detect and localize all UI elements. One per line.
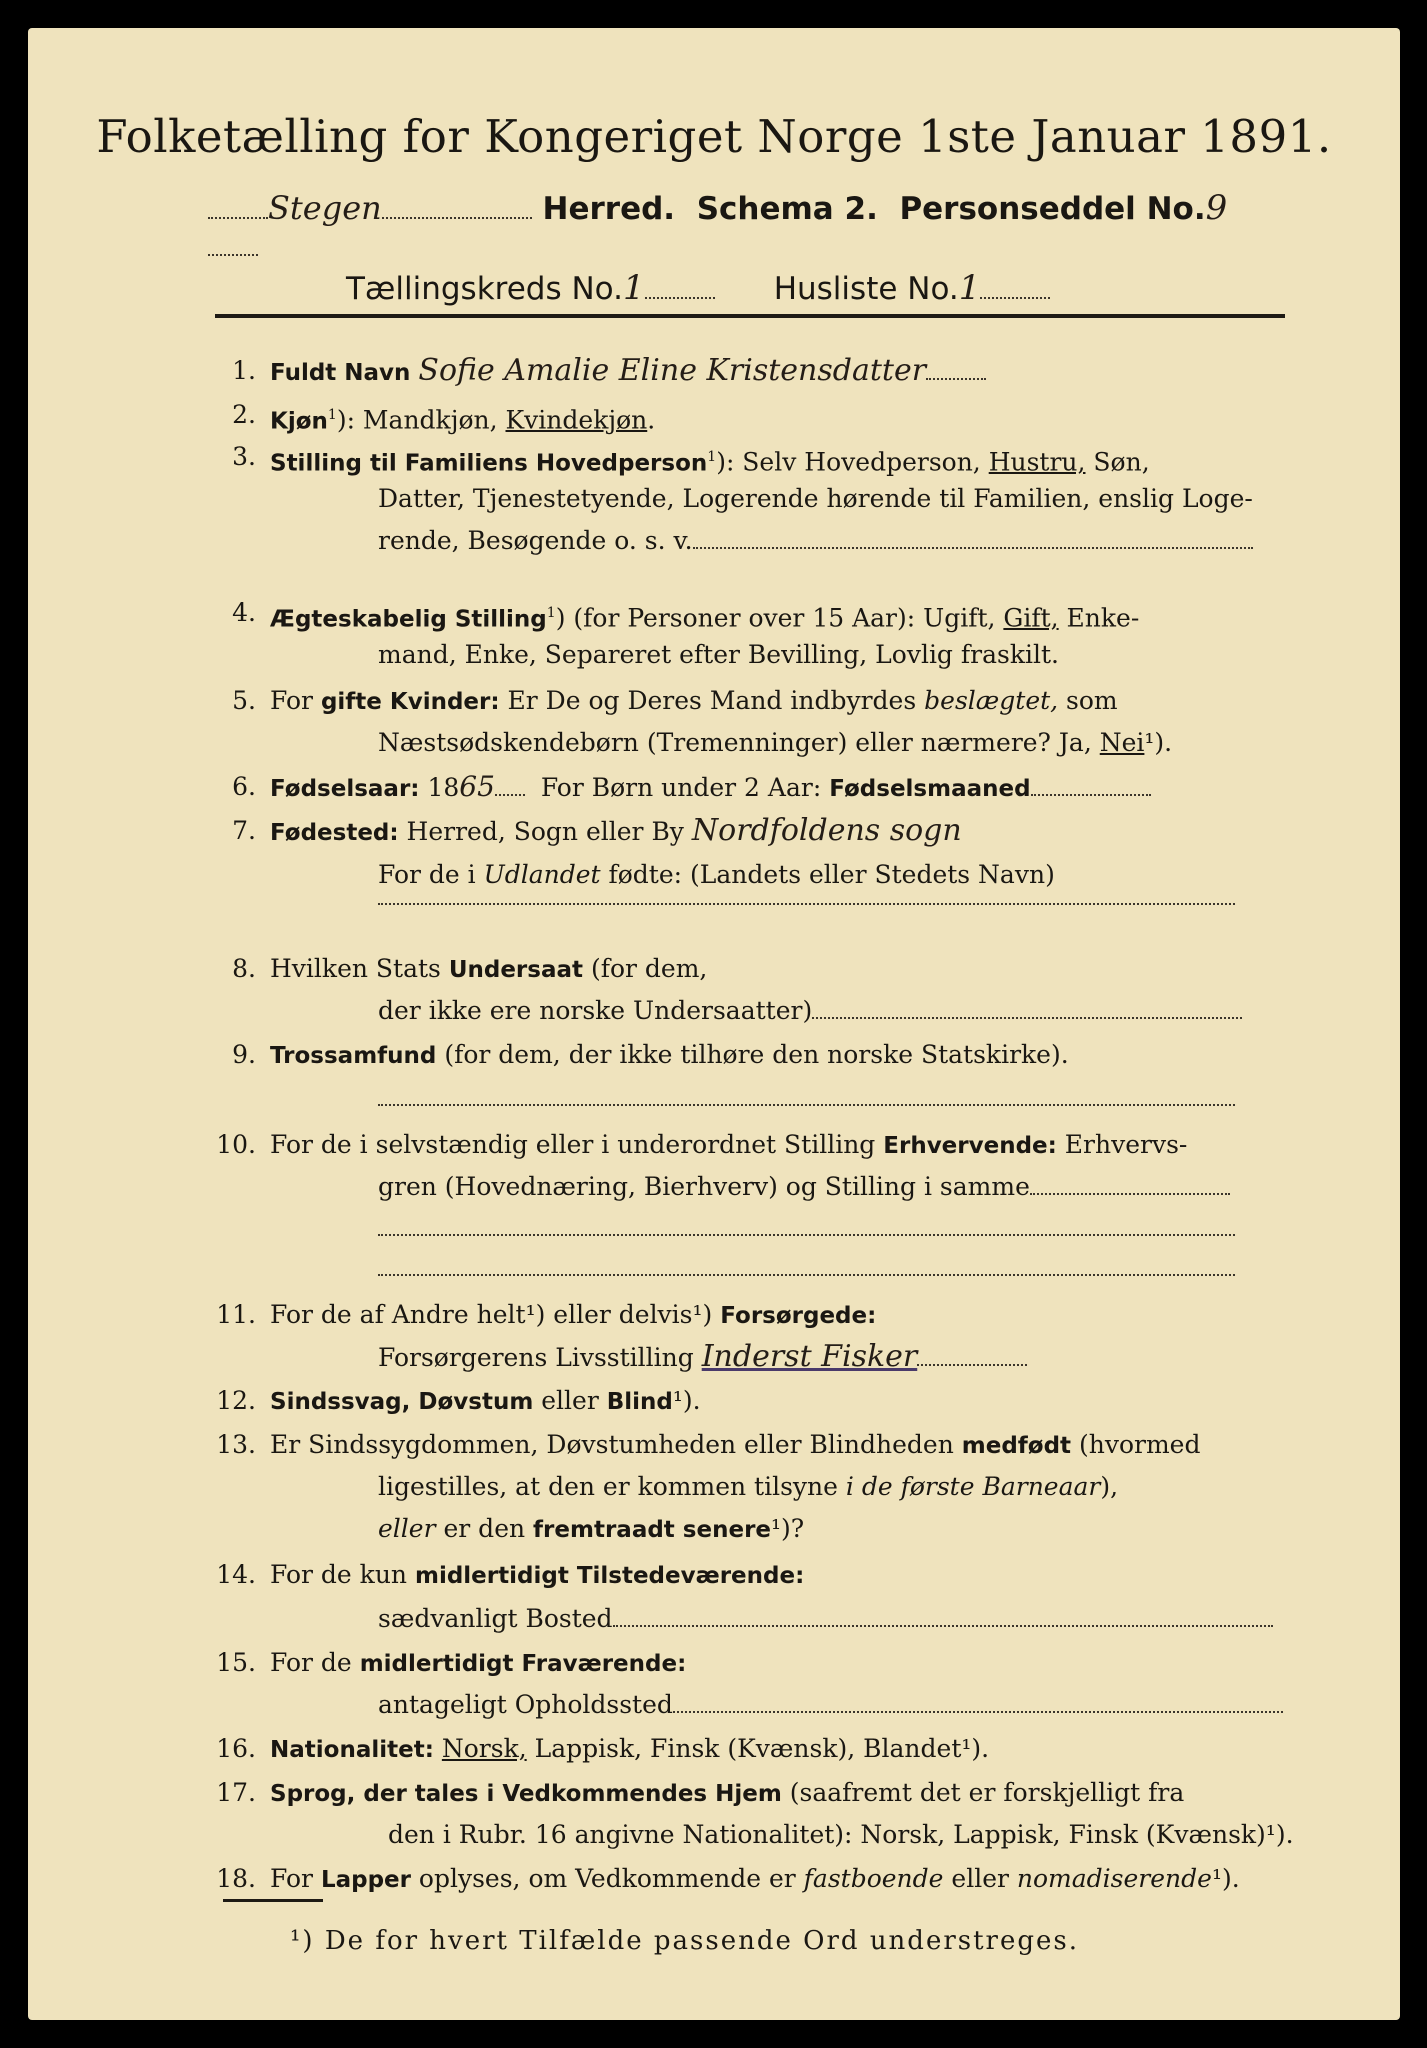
field-italic: eller [378, 1514, 436, 1543]
field-text: For [270, 686, 321, 715]
field-text: oplyses, om Vedkommende er [410, 1864, 804, 1893]
field-text: (for dem, der ikke tilhøre den norske Statskirke). [436, 1040, 1069, 1069]
field-number: 15. [216, 1648, 256, 1677]
field-text: For [270, 1864, 321, 1893]
footnote-mark: 1 [546, 605, 556, 621]
field-number: 14. [216, 1560, 256, 1589]
header-rule [215, 314, 1285, 318]
field-label: midlertidigt Tilstedeværende: [414, 1563, 805, 1589]
footnote-mark: 1 [707, 449, 717, 465]
field-text: ¹). [672, 1386, 701, 1415]
field-text: Datter, Tjenestetyende, Logerende hørende til Familien, enslig Loge- [378, 484, 1253, 513]
field-label: Lapper [320, 1867, 411, 1893]
field-text: gren (Hovednæring, Bierhverv) og Stilling i samme [378, 1172, 1030, 1201]
herred-value: Stegen [268, 189, 382, 227]
field-number: 3. [232, 442, 256, 471]
field-text: For de i [378, 860, 484, 889]
field-text: mand, Enke, Separeret efter Bevilling, Lovlig fraskilt. [378, 640, 1059, 669]
field-text: Herred, Sogn eller By [398, 817, 684, 846]
field-text: ligestilles, at den er kommen tilsyne [378, 1472, 846, 1501]
footnote-rule [223, 1899, 323, 1902]
field-label: Trossamfund [270, 1043, 437, 1069]
field-text: (hvormed [1071, 1430, 1201, 1459]
personseddel-value: 9 [1205, 188, 1228, 228]
blank-line [378, 1274, 1235, 1276]
birth-year-value: 65 [459, 770, 495, 803]
husliste-value: 1 [958, 268, 981, 308]
field-label: Erhvervende: [883, 1133, 1057, 1159]
field-text: Erhvervs- [1056, 1130, 1188, 1159]
field-text: Forsørgerens Livsstilling [378, 1343, 694, 1372]
field-label: Sindssvag, Døvstum [270, 1389, 534, 1415]
field-italic: Udlandet [483, 860, 601, 889]
field-text: ) (for Personer over 15 Aar): Ugift, [555, 603, 1004, 633]
field-text: Hvilken Stats [270, 954, 449, 983]
name-value: Sofie Amalie Eline Kristensdatter [418, 353, 927, 388]
field-text: ), [1100, 1472, 1119, 1501]
year-prefix: 18 [427, 773, 460, 802]
field-label: Ægteskabelig Stilling [270, 606, 547, 633]
field-text: Er Sindssygdommen, Døvstumheden eller Blindheden [270, 1430, 962, 1459]
field-number: 16. [216, 1734, 256, 1763]
header-line-herred [208, 188, 1260, 264]
herred-label: Herred. [542, 191, 676, 227]
taellingskreds-value: 1 [622, 268, 645, 308]
provider-occupation-value: Inderst Fisker [701, 1339, 918, 1374]
field-text: Enke- [1058, 603, 1140, 633]
field-number: 2. [232, 400, 256, 429]
field-label: midlertidigt Fraværende: [359, 1651, 687, 1677]
field-italic: beslægtet, [924, 686, 1059, 715]
field-label: Fødested: [270, 820, 399, 846]
underlined-option: Nei [1099, 728, 1145, 757]
field-text: antageligt Opholdssted [378, 1690, 673, 1719]
taellingskreds-label: Tællingskreds No. [346, 271, 623, 307]
field-text: Næstsødskendebørn (Tremenninger) eller nærmere? Ja, [378, 728, 1100, 757]
field-number: 11. [216, 1300, 256, 1329]
field-text: Lappisk, Finsk (Kvænsk), Blandet¹). [526, 1734, 990, 1763]
field-label: Fuldt Navn [270, 360, 411, 386]
field-text: ): Selv Hovedperson, [716, 447, 989, 477]
field-text: ¹). [1211, 1864, 1240, 1893]
field-italic: nomadiserende [1016, 1864, 1212, 1893]
field-text: den i Rubr. 16 angivne Nationalitet): Norsk, Lappisk, Finsk (Kvænsk)¹). [388, 1820, 1294, 1849]
footnote-mark: 1 [327, 407, 337, 423]
field-text: ): Mandkjøn, [336, 405, 506, 435]
schema-label: Schema 2. [696, 191, 878, 227]
field-number: 17. [216, 1778, 256, 1807]
field-number: 10. [216, 1130, 256, 1159]
field-text: der ikke ere norske Undersaatter) [378, 996, 813, 1025]
underlined-option: Hustru, [988, 447, 1086, 477]
field-text: . [647, 405, 656, 435]
blank-line [378, 1234, 1235, 1236]
footnote: ¹) De for hvert Tilfælde passende Ord understreges. [290, 1926, 1080, 1956]
field-label: Nationalitet: [270, 1737, 434, 1763]
underlined-option: Kvindekjøn [505, 405, 648, 435]
field-number: 13. [216, 1430, 256, 1459]
field-text: Søn, [1085, 447, 1150, 477]
underlined-option: Gift, [1003, 603, 1059, 633]
field-label: Undersaat [448, 957, 583, 983]
field-text: For Børn under 2 Aar: [540, 773, 830, 802]
field-number: 12. [216, 1386, 256, 1415]
field-number: 4. [232, 598, 256, 627]
field-number: 7. [232, 816, 256, 845]
field-text: fødte: (Landets eller Stedets Navn) [600, 860, 1055, 889]
field-text: (saafremt det er forskjelligt fra [781, 1778, 1185, 1807]
field-text: For de af Andre helt¹) eller delvis¹) [270, 1300, 721, 1329]
field-text: rende, Besøgende o. s. v. [378, 526, 693, 555]
field-label: medfødt [961, 1433, 1072, 1459]
field-label: Stilling til Familiens Hovedperson [270, 450, 708, 477]
form-title: Folketælling for Kongeriget Norge 1ste Januar 1891. [96, 110, 1332, 163]
field-text: eller [533, 1386, 607, 1415]
field-number: 8. [232, 954, 256, 983]
field-number: 6. [232, 772, 256, 801]
field-text: sædvanligt Bosted [378, 1604, 613, 1633]
birthplace-value: Nordfoldens sogn [691, 813, 962, 848]
field-label: fremtraadt senere [533, 1517, 772, 1543]
personseddel-label: Personseddel No. [899, 191, 1206, 227]
field-text: (for dem, [583, 954, 708, 983]
field-number: 18. [216, 1864, 256, 1893]
field-text: Er De og Deres Mand indbyrdes [499, 686, 925, 715]
field-label: Fødselsaar: [270, 776, 420, 802]
field-number: 5. [232, 686, 256, 715]
field-label: Blind [606, 1389, 673, 1415]
field-label: Fødselsmaaned [829, 776, 1031, 802]
header-line-kreds [346, 268, 1050, 308]
field-number: 9. [232, 1040, 256, 1069]
field-text: ¹). [1144, 728, 1173, 757]
field-text: ¹)? [771, 1514, 805, 1543]
underlined-option: Norsk, [441, 1734, 527, 1763]
field-label: Kjøn [270, 408, 328, 435]
field-text: er den [435, 1514, 534, 1543]
field-number: 1. [232, 356, 256, 385]
field-text: For de i selvstændig eller i underordnet Stilling [270, 1130, 884, 1159]
field-label: gifte Kvinder: [320, 689, 500, 715]
field-text: For de kun [270, 1560, 415, 1589]
field-text: eller [943, 1864, 1017, 1893]
field-text: For de [270, 1648, 360, 1677]
field-label: Sprog, der tales i Vedkommendes Hjem [270, 1781, 782, 1807]
field-italic: i de første Barneaar [845, 1472, 1101, 1501]
census-form [28, 28, 1400, 2020]
field-label: Forsørgede: [720, 1303, 877, 1329]
blank-line [378, 903, 1235, 905]
blank-line [378, 1104, 1235, 1106]
husliste-label: Husliste No. [773, 271, 959, 307]
field-italic: fastboende [803, 1864, 944, 1893]
field-text: som [1058, 686, 1118, 715]
